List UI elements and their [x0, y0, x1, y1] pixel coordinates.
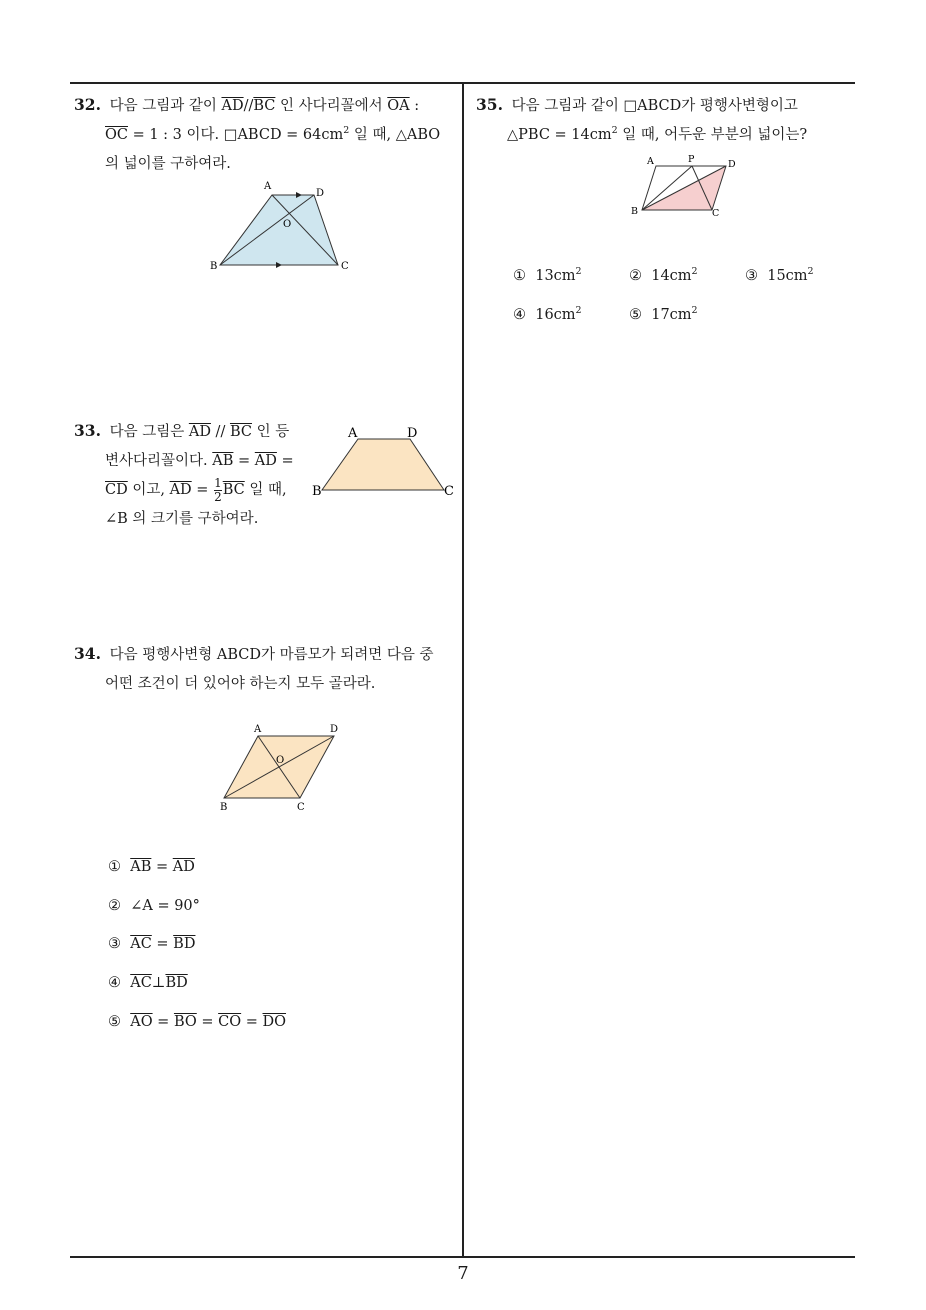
segment-bc: $\overline{BC}$ — [253, 98, 276, 114]
vertex-label-d: D — [728, 159, 736, 170]
q32-trapezoid-figure — [200, 175, 360, 275]
q32-line-1 — [74, 90, 459, 121]
operator: = — [196, 1014, 219, 1030]
vertex-label-a: A — [254, 724, 262, 735]
q34-text: 다음 평행사변형 ABCD가 마름모가 되려면 다음 중 — [109, 647, 434, 663]
q34-line-1 — [74, 639, 459, 670]
option-value: 14cm — [651, 268, 692, 284]
segment-bc: $\overline{BC}$ — [222, 482, 245, 498]
q35-text: △PBC = 14cm — [507, 127, 612, 143]
exponent: 2 — [691, 266, 698, 278]
q33-text: 이고, — [127, 482, 170, 498]
question-number: 35. — [476, 95, 503, 114]
q33-line-1 — [74, 416, 304, 447]
vertex-label-a: A — [647, 156, 654, 167]
option-marker: ③ — [108, 936, 121, 952]
question-number: 32. — [74, 95, 101, 114]
trapezoid-shape — [220, 195, 338, 265]
operator: ⊥ — [151, 975, 166, 991]
q35-parallelogram-figure — [626, 152, 746, 224]
option-value: 17cm — [651, 307, 692, 323]
q33-isosceles-trapezoid-figure — [310, 422, 460, 502]
exponent: 2 — [575, 305, 582, 317]
q35-line-1 — [476, 90, 856, 121]
option-text: ∠A = 90° — [130, 898, 200, 914]
operator: = — [151, 859, 173, 875]
segment: $\overline{AC}$ — [130, 936, 152, 952]
trapezoid-shape — [322, 439, 444, 490]
vertex-label-d: D — [407, 426, 418, 441]
option-marker: ② — [108, 898, 121, 914]
parallel-sign: // — [210, 424, 230, 440]
option-value: 16cm — [535, 307, 576, 323]
q34-parallelogram-figure — [214, 720, 349, 815]
option-marker: ④ — [513, 307, 526, 323]
segment: $\overline{AC}$ — [130, 975, 152, 991]
q33-text: 변사다리꼴이다. — [105, 453, 213, 469]
point-label-o: O — [276, 755, 285, 766]
vertex-label-c: C — [341, 261, 349, 272]
q32-text: = 1 : 3 이다. □ABCD = 64cm — [127, 127, 344, 143]
option-marker: ① — [513, 268, 526, 284]
q35-line-2 — [476, 121, 856, 150]
option-value: 15cm — [767, 268, 808, 284]
equals-sign: = — [276, 453, 294, 469]
q33-line-2 — [74, 447, 304, 476]
q33-line-3 — [74, 476, 304, 505]
q33-text: 다음 그림은 — [109, 424, 189, 440]
operator: = — [152, 1014, 174, 1030]
q33-text: 인 등 — [251, 424, 290, 440]
segment: $\overline{DO}$ — [262, 1014, 287, 1030]
q32-line-3: 의 넓이를 구하여라. — [105, 156, 231, 172]
q34-option-1[interactable] — [108, 857, 195, 877]
q32-text: 일 때, △ABO — [349, 127, 441, 143]
operator: = — [151, 936, 174, 952]
segment: $\overline{CO}$ — [218, 1014, 242, 1030]
q34-option-5[interactable] — [108, 1012, 286, 1032]
vertex-label-d: D — [316, 188, 325, 199]
vertex-label-c: C — [444, 484, 454, 499]
vertex-label-b: B — [220, 802, 228, 813]
vertex-label-c: C — [297, 802, 305, 813]
segment: $\overline{BO}$ — [173, 1014, 197, 1030]
exponent: 2 — [343, 125, 350, 137]
option-marker: ② — [629, 268, 642, 284]
q35-option-3[interactable] — [745, 266, 814, 286]
q35-option-4[interactable] — [513, 305, 582, 325]
equals-sign: = — [191, 482, 214, 498]
question-number: 33. — [74, 421, 101, 440]
segment: $\overline{AD}$ — [172, 859, 195, 875]
segment-oa: $\overline{OA}$ — [387, 98, 410, 114]
q33-line-4: ∠B 의 크기를 구하여라. — [105, 511, 259, 527]
exponent: 2 — [807, 266, 814, 278]
option-marker: ① — [108, 859, 121, 875]
q34-option-3[interactable] — [108, 934, 195, 954]
column-divider — [462, 82, 464, 1257]
q35-option-5[interactable] — [629, 305, 698, 325]
segment: $\overline{AB}$ — [130, 859, 152, 875]
q32-line-2 — [74, 121, 459, 150]
segment: $\overline{AO}$ — [130, 1014, 153, 1030]
q35-text: 다음 그림과 같이 □ABCD가 평행사변형이고 — [511, 98, 798, 114]
exponent: 2 — [611, 125, 618, 137]
vertex-label-b: B — [631, 206, 638, 217]
bottom-rule — [70, 1256, 855, 1258]
option-marker: ⑤ — [629, 307, 642, 323]
q35-option-2[interactable] — [629, 266, 698, 286]
segment: $\overline{BD}$ — [165, 975, 188, 991]
vertex-label-a: A — [348, 426, 358, 441]
question-35 — [476, 90, 856, 150]
q33-text: 일 때, — [244, 482, 287, 498]
equals-sign: = — [233, 453, 255, 469]
ratio-colon: : — [409, 98, 420, 114]
segment: $\overline{BD}$ — [173, 936, 196, 952]
option-marker: ⑤ — [108, 1014, 121, 1030]
segment-ad: $\overline{AD}$ — [254, 453, 277, 469]
q34-line-2: 어떤 조건이 더 있어야 하는지 모두 골라라. — [105, 676, 376, 692]
point-label-o: O — [283, 219, 292, 230]
q35-text: 일 때, 어두운 부분의 넓이는? — [617, 127, 808, 143]
segment-ad: $\overline{AD}$ — [188, 424, 211, 440]
fraction-numerator: 1 — [214, 475, 222, 490]
question-number: 34. — [74, 644, 101, 663]
page-number: 7 — [457, 1263, 469, 1284]
vertex-label-a: A — [264, 181, 272, 192]
point-label-p: P — [688, 154, 695, 165]
vertex-label-b: B — [210, 261, 218, 272]
segment-cd: $\overline{CD}$ — [105, 482, 128, 498]
q32-text: 인 사다리꼴에서 — [275, 98, 388, 114]
option-marker: ③ — [745, 268, 758, 284]
option-marker: ④ — [108, 975, 121, 991]
exponent: 2 — [691, 305, 698, 317]
q32-text: 다음 그림과 같이 — [109, 98, 222, 114]
question-34 — [74, 639, 459, 699]
vertex-label-c: C — [712, 208, 720, 219]
option-value: 13cm — [535, 268, 576, 284]
question-33 — [74, 416, 304, 534]
segment-ab: $\overline{AB}$ — [212, 453, 234, 469]
vertex-label-d: D — [330, 724, 339, 735]
q34-option-4[interactable] — [108, 973, 188, 993]
fraction-one-half — [214, 477, 222, 504]
segment-bc: $\overline{BC}$ — [229, 424, 252, 440]
segment-oc: $\overline{OC}$ — [105, 127, 128, 143]
fraction-denominator: 2 — [214, 489, 222, 504]
question-32 — [74, 90, 459, 179]
vertex-label-b: B — [312, 484, 322, 499]
parallel-sign: // — [243, 98, 254, 114]
segment-ad: $\overline{AD}$ — [169, 482, 192, 498]
q34-option-2[interactable] — [108, 896, 200, 916]
operator: = — [241, 1014, 263, 1030]
segment-ad: $\overline{AD}$ — [221, 98, 244, 114]
exponent: 2 — [575, 266, 582, 278]
q35-option-1[interactable] — [513, 266, 582, 286]
